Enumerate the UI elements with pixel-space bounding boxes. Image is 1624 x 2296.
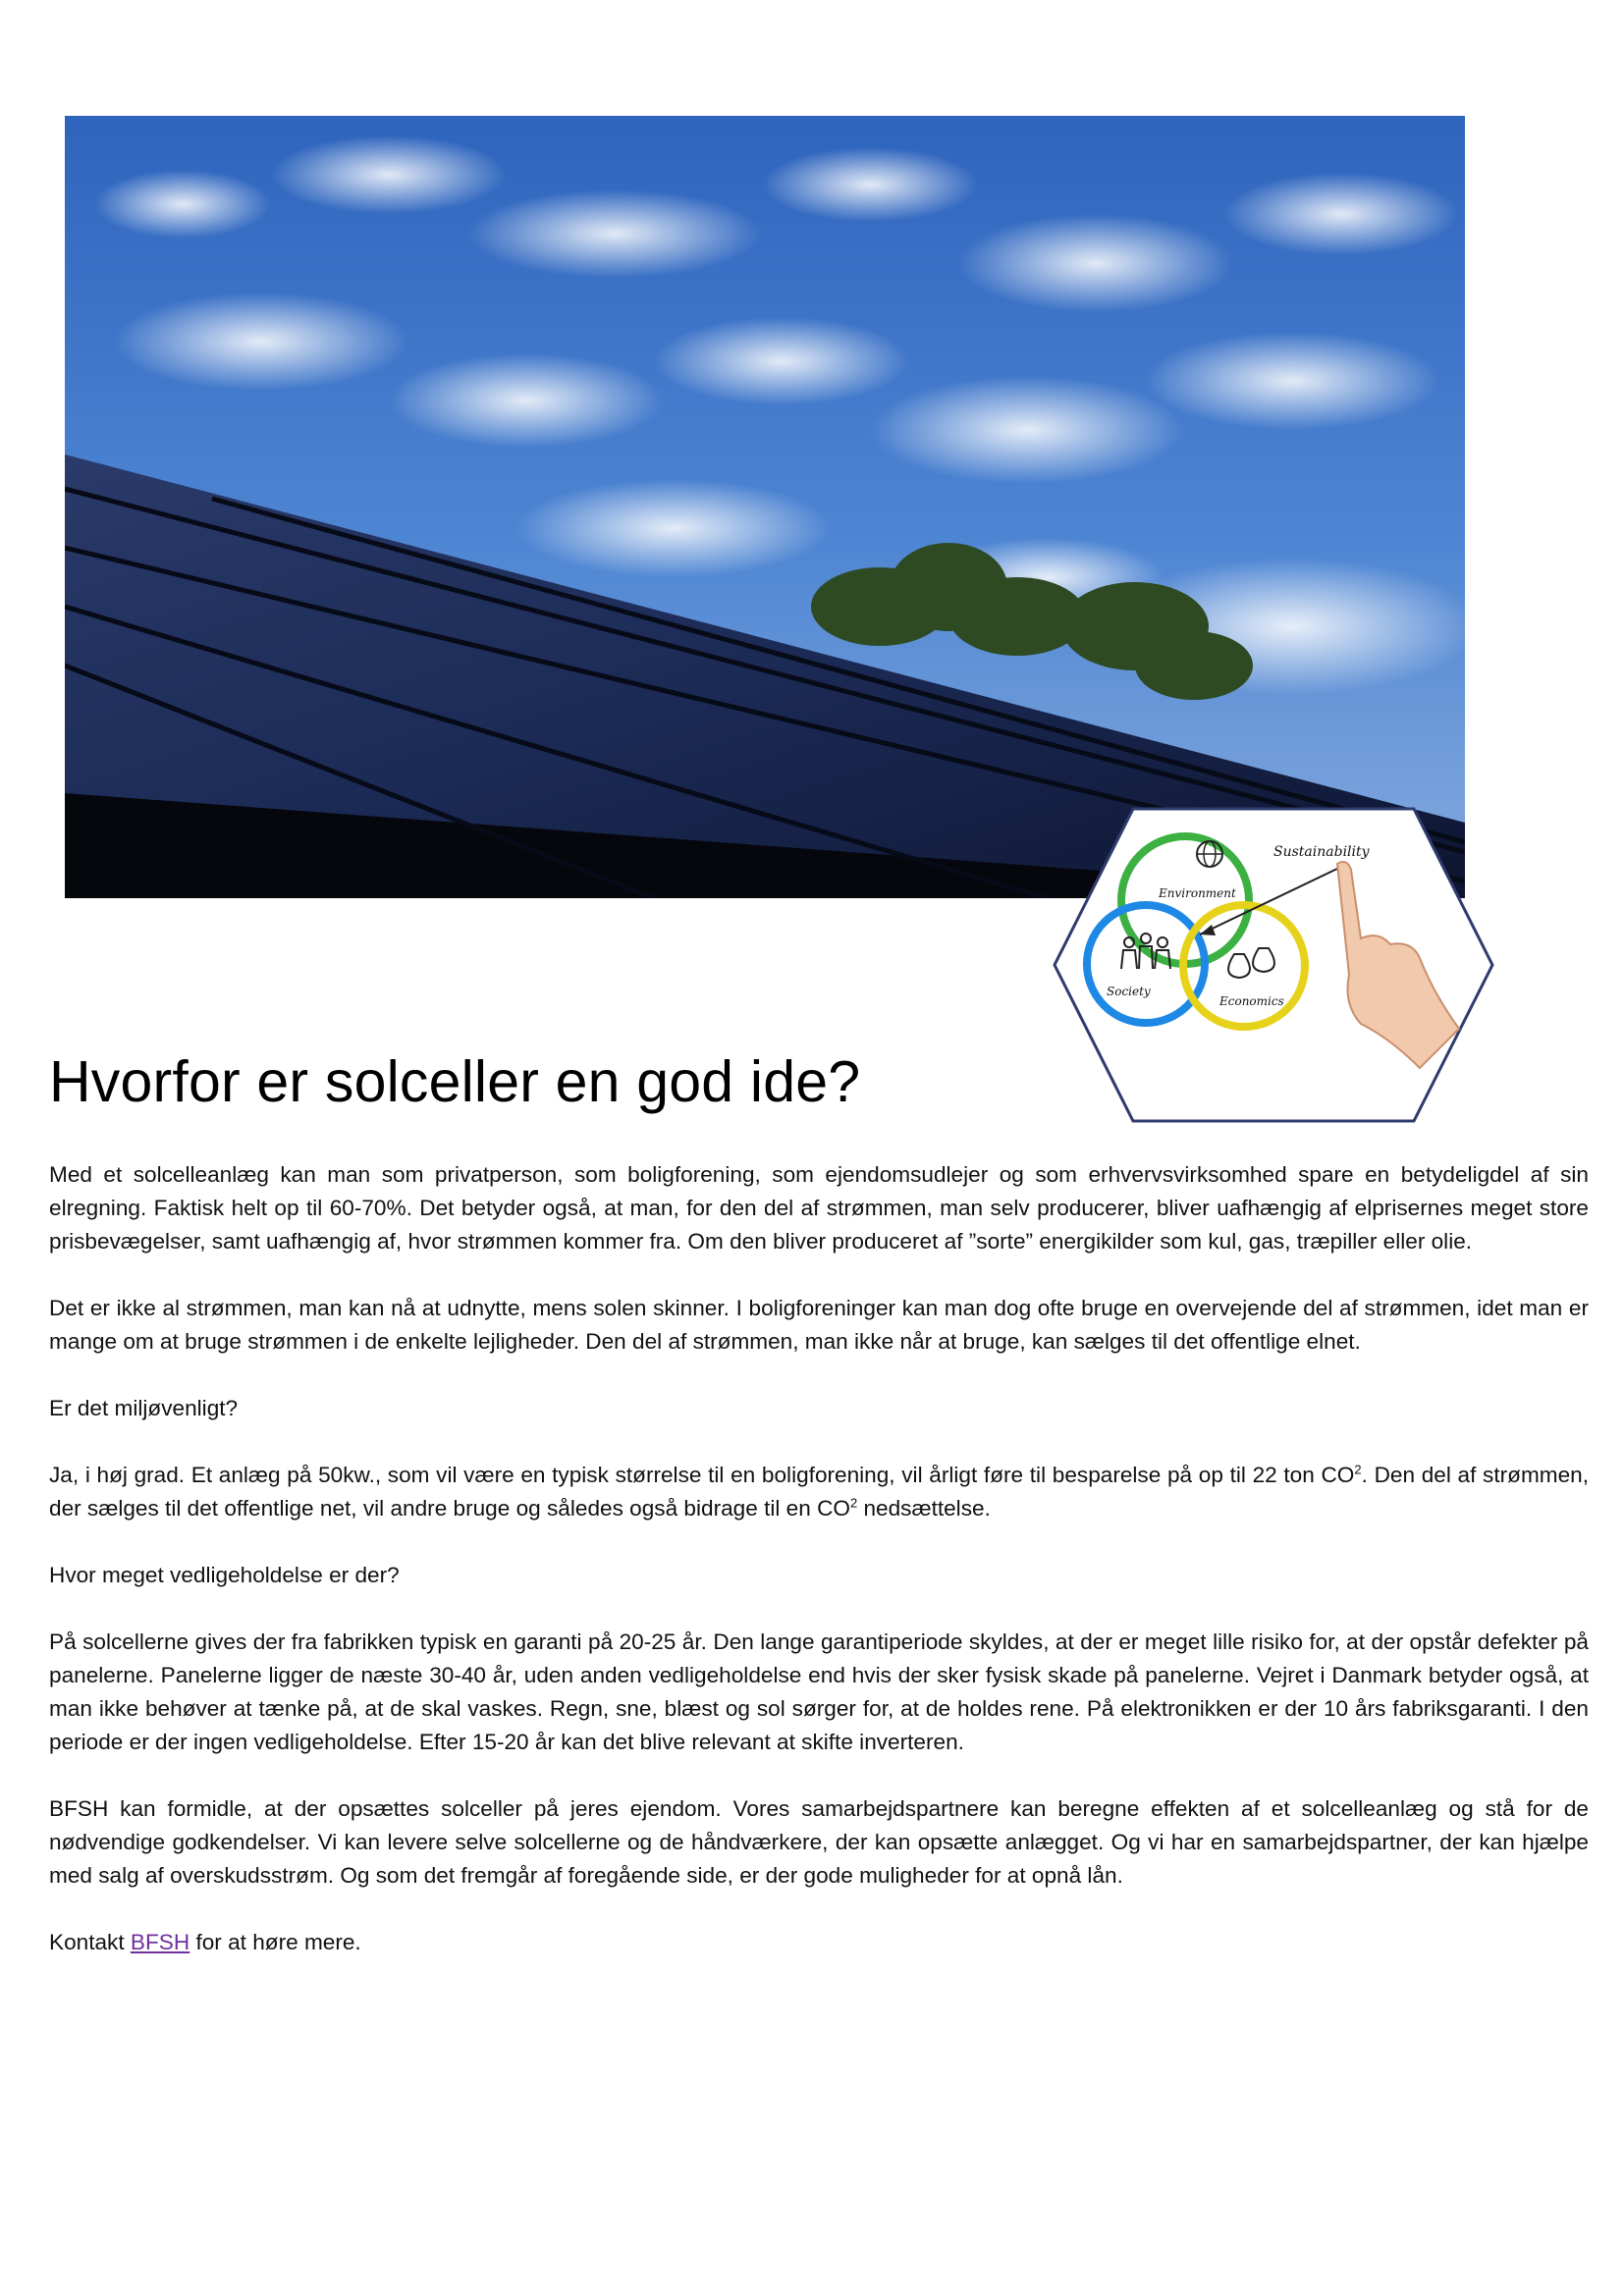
paragraph-co2 xyxy=(49,1459,1589,1525)
sustainability-hexagon-graphic xyxy=(1053,807,1494,1123)
page-title: Hvorfor er solceller en god ide? xyxy=(49,1049,861,1114)
co2-superscript-2: 2 xyxy=(849,1495,858,1511)
paragraph-usage: Det er ikke al strømmen, man kan nå at udnytte, mens solen skinner. I boligforeninger kan man dog ofte bruge en overvejende del af strømmen, idet man er mange om at bruge strømmen i de enkelte lejligheder. Den del af strømmen, man ikke når at bruge, kan sælges til det offentlige elnet. xyxy=(49,1296,1589,1354)
co2-text-c: nedsættelse. xyxy=(857,1496,991,1521)
contact-text-after: for at høre mere. xyxy=(189,1930,361,1954)
article-body xyxy=(49,1158,1589,1993)
co2-text-a: Ja, i høj grad. Et anlæg på 50kw., som vil være en typisk størrelse til en boligforening, vil årligt føre til besparelse på op til 22 ton CO xyxy=(49,1463,1355,1487)
label-society: Society xyxy=(1107,985,1151,998)
hero-solar-panel-image xyxy=(65,116,1465,898)
paragraph-maintenance: På solcellerne gives der fra fabrikken typisk en garanti på 20-25 år. Den lange garantiperiode skyldes, at der er meget lille risiko for, at der opstår defekter på panelerne. Panelerne ligger de næste 30-40 år, uden anden vedligeholdelse end hvis der sker fysisk skade på panelerne. Vejret i Danmark betyder også, at man ikke behøver at tænke på, at de skal vaskes. Regn, sne, blæst og sol sørger for, at de holdes rene. På elektronikken er der 10 års fabriksgaranti. I den periode er der ingen vedligeholdelse. Efter 15-20 år kan det blive relevant at skifte inverteren. xyxy=(49,1629,1589,1754)
paragraph-bfsh: BFSH kan formidle, at der opsættes solceller på jeres ejendom. Vores samarbejdspartnere kan beregne effekten af et solcelleanlæg og stå for de nødvendige godkendelser. Vi kan levere selve solcellerne og de håndværkere, der kan opsætte anlægget. Og vi har en samarbejdspartner, der kan hjælpe med salg af overskudsstrøm. Og som det fremgår af foregående side, er der gode muligheder for at opnå lån. xyxy=(49,1796,1589,1888)
co2-superscript-1: 2 xyxy=(1354,1462,1362,1477)
question-environment: Er det miljøvenligt? xyxy=(49,1396,239,1420)
paragraph-contact xyxy=(49,1926,1589,1959)
solar-panels-photo xyxy=(65,116,1465,898)
paragraph-intro: Med et solcelleanlæg kan man som privatperson, som boligforening, som ejendomsudlejer og som erhvervsvirksomhed spare en betydeligdel af sin elregning. Faktisk helt op til 60-70%. Det betyder også, at man, for den del af strømmen, man selv producerer, bliver uafhængig af elprisernes meget store prisbevægelser, samt uafhængig af, hvor strømmen kommer fra. Om den bliver produceret af ”sorte” energikilder som kul, gas, træpiller eller olie. xyxy=(49,1162,1589,1254)
label-sustainability: Sustainability xyxy=(1273,844,1370,860)
question-maintenance: Hvor meget vedligeholdelse er der? xyxy=(49,1563,400,1587)
bfsh-link[interactable]: BFSH xyxy=(130,1930,190,1954)
label-economics: Economics xyxy=(1219,994,1284,1008)
label-environment: Environment xyxy=(1159,886,1236,900)
contact-text-before: Kontakt xyxy=(49,1930,131,1954)
co2-text-b: . Den del af strømmen, der sælges til det offentlige net, vil andre bruge og således også bidrage til en CO xyxy=(49,1463,1590,1521)
